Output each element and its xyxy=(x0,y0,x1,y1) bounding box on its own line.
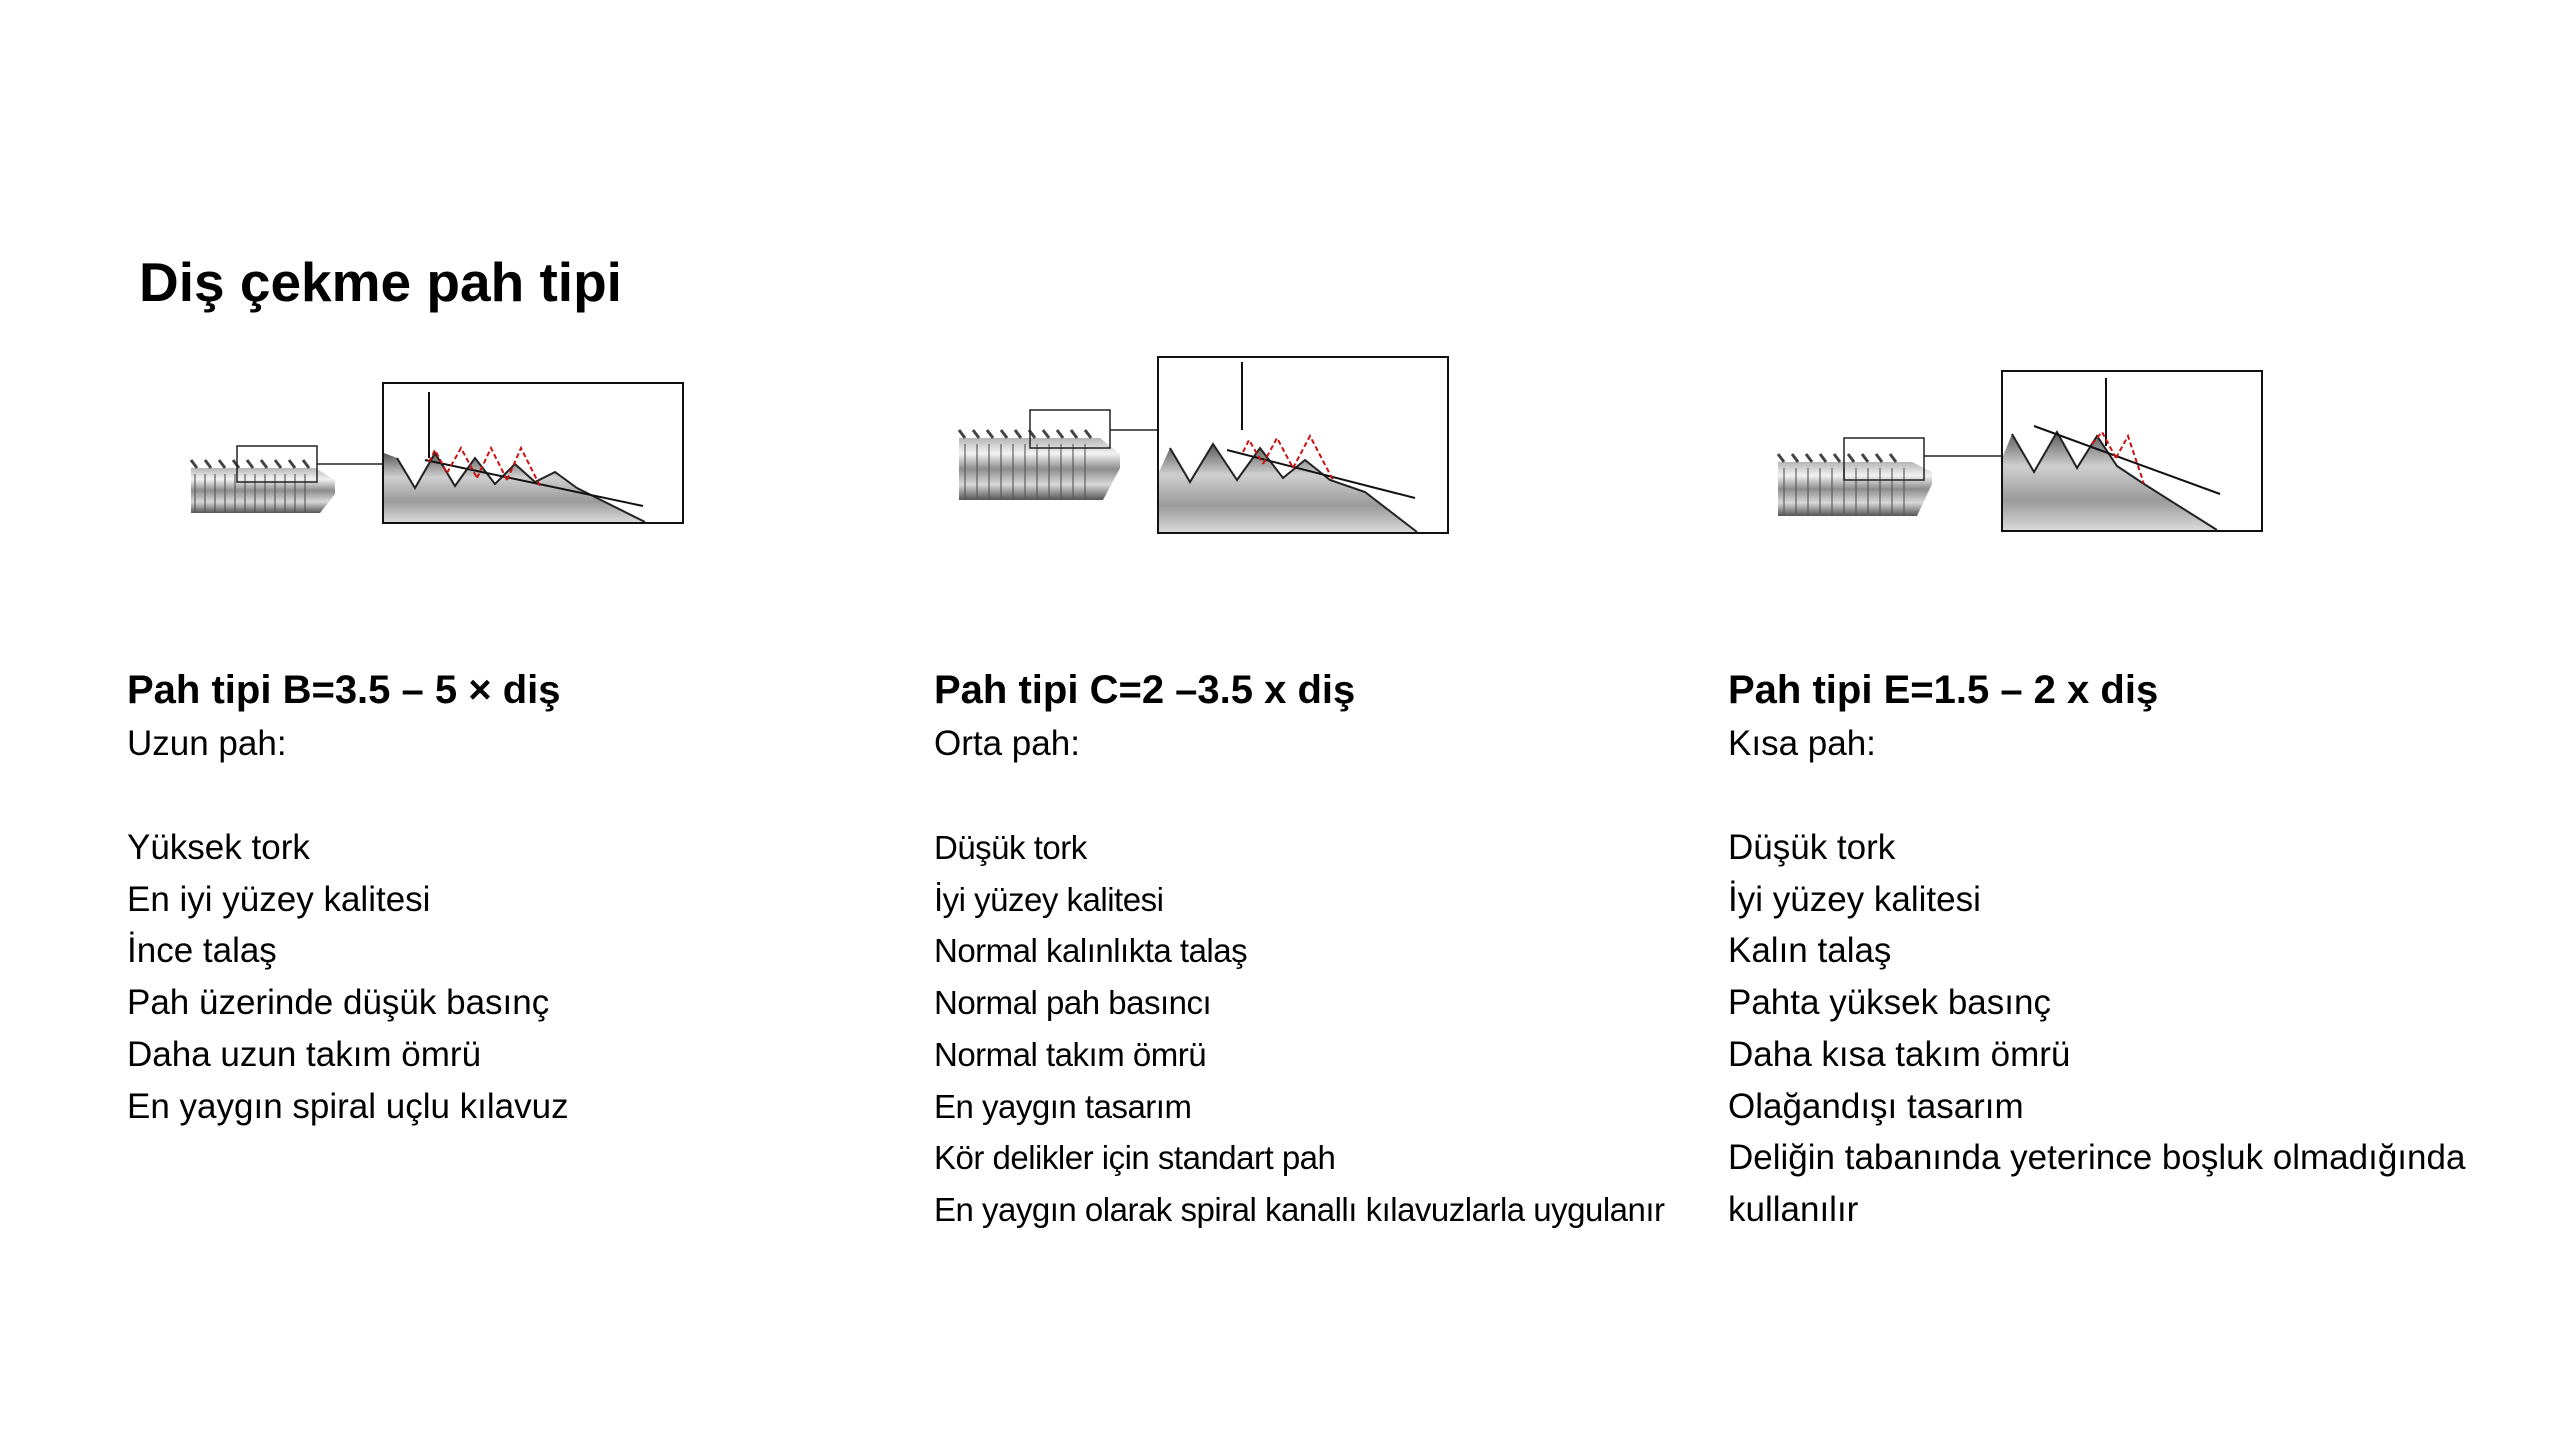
list-item: Pah üzerinde düşük basınç xyxy=(127,983,550,1023)
list-item: En yaygın spiral uçlu kılavuz xyxy=(127,1086,569,1126)
chamfer-e-diagram xyxy=(1772,366,2292,546)
chamfer-b-list xyxy=(127,822,569,1132)
chamfer-b-title: Pah tipi B=3.5 – 5 × diş xyxy=(127,668,561,712)
chamfer-b-column xyxy=(127,662,569,1132)
list-item: En yaygın tasarım xyxy=(934,1087,1192,1125)
list-item: En yaygın olarak spiral kanallı kılavuzlarla uygulanır xyxy=(934,1190,1665,1228)
list-item: Pahta yüksek basınç xyxy=(1728,983,2051,1023)
list-item: Kör delikler için standart pah xyxy=(934,1139,1336,1177)
chamfer-e-list xyxy=(1728,822,2465,1236)
chamfer-e-subtitle: Kısa pah: xyxy=(1728,724,1876,763)
chamfer-c-diagram xyxy=(955,352,1475,542)
chamfer-b-subtitle: Uzun pah: xyxy=(127,724,287,763)
list-item: Normal kalınlıkta talaş xyxy=(934,932,1248,970)
chamfer-b-diagram xyxy=(185,378,695,548)
list-item: Kalın talaş xyxy=(1728,931,1892,971)
chamfer-e-title: Pah tipi E=1.5 – 2 x diş xyxy=(1728,668,2159,712)
tap-tool-icon xyxy=(1778,454,1932,516)
chamfer-c-subtitle: Orta pah: xyxy=(934,724,1080,763)
page-title: Diş çekme pah tipi xyxy=(139,250,622,313)
list-item: Düşük tork xyxy=(934,829,1087,866)
list-item: Normal takım ömrü xyxy=(934,1035,1207,1073)
list-item: İyi yüzey kalitesi xyxy=(934,880,1164,918)
list-item: kullanılır xyxy=(1728,1189,1859,1229)
list-item: İyi yüzey kalitesi xyxy=(1728,879,1981,919)
list-item: Yüksek tork xyxy=(127,828,310,867)
chamfer-c-column xyxy=(934,662,1665,1236)
list-item: Daha uzun takım ömrü xyxy=(127,1034,482,1074)
list-item: Düşük tork xyxy=(1728,828,1896,867)
tap-tool-icon xyxy=(191,460,335,513)
tap-tool-icon xyxy=(959,430,1120,500)
list-item: Deliğin tabanında yeterince boşluk olmadığında xyxy=(1728,1138,2466,1178)
list-item: Olağandışı tasarım xyxy=(1728,1086,2024,1126)
list-item: En iyi yüzey kalitesi xyxy=(127,879,431,919)
list-item: Normal pah basıncı xyxy=(934,984,1212,1022)
list-item: Daha kısa takım ömrü xyxy=(1728,1034,2071,1074)
chamfer-e-column xyxy=(1728,662,2465,1236)
chamfer-c-title: Pah tipi C=2 –3.5 x diş xyxy=(934,668,1356,712)
list-item: İnce talaş xyxy=(127,931,277,971)
chamfer-c-list xyxy=(934,822,1665,1236)
